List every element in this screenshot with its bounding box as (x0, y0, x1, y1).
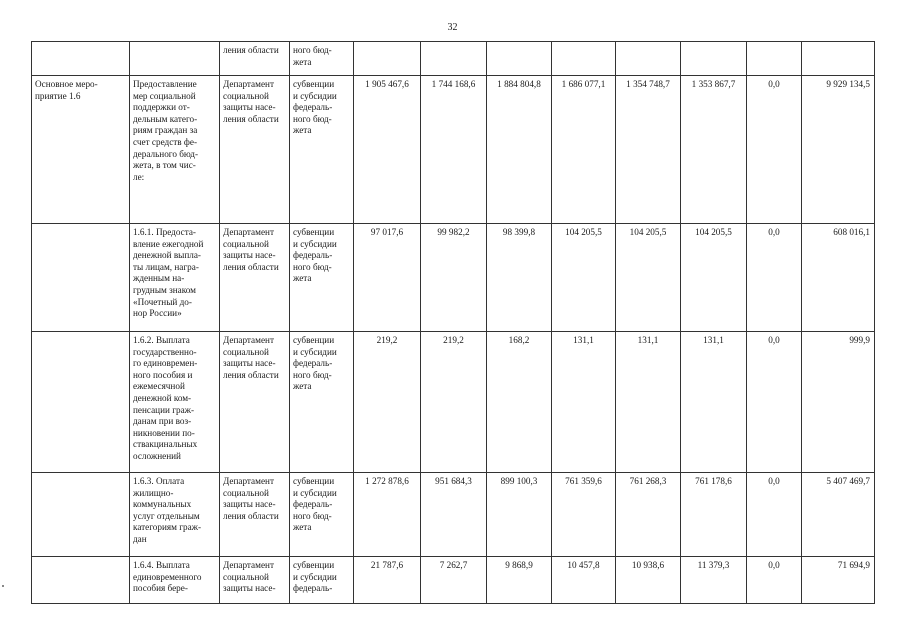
source-cell: субвенции и субсидии федераль- ного бюд- жета (290, 76, 354, 224)
table-row (32, 473, 875, 557)
value-cell: 1 905 467,6 (354, 76, 421, 224)
value-cell: 11 379,3 (681, 557, 747, 604)
value-cell: 168,2 (487, 332, 552, 473)
header-cell-empty (802, 42, 875, 76)
executor-cell: Департамент социальной защиты насе- (220, 557, 290, 604)
value-cell: 0,0 (747, 76, 802, 224)
table-row (32, 557, 875, 604)
source-cell: субвенции и субсидии федераль- ного бюд- жета (290, 473, 354, 557)
description-cell: Предоставление мер социальной поддержки от- дельным катего- риям граждан за счет средств фе- дерального бюд- жета, в том чис- ле: (130, 76, 220, 224)
source-cell: субвенции и субсидии федераль- (290, 557, 354, 604)
total-cell: 608 016,1 (802, 224, 875, 332)
header-cell-empty (747, 42, 802, 76)
header-cell-empty (32, 42, 130, 76)
table-row (32, 76, 875, 224)
header-cell-empty (616, 42, 681, 76)
total-cell: 9 929 134,5 (802, 76, 875, 224)
scan-artifact-dot (2, 585, 4, 587)
measure-cell (32, 473, 130, 557)
budget-table (31, 41, 875, 604)
description-cell: 1.6.1. Предоста- вление ежегодной денежной выпла- ты лицам, награ- жденным на- грудным знаком «Почетный до- нор России» (130, 224, 220, 332)
value-cell: 97 017,6 (354, 224, 421, 332)
value-cell: 10 457,8 (552, 557, 616, 604)
value-cell: 219,2 (354, 332, 421, 473)
header-cell-empty (130, 42, 220, 76)
measure-cell (32, 332, 130, 473)
header-cell-empty (552, 42, 616, 76)
value-cell: 0,0 (747, 332, 802, 473)
measure-cell (32, 224, 130, 332)
value-cell: 104 205,5 (681, 224, 747, 332)
value-cell: 761 268,3 (616, 473, 681, 557)
description-cell: 1.6.3. Оплата жилищно- коммунальных услуг отдельным категориям граж- дан (130, 473, 220, 557)
executor-cell: Департамент социальной защиты насе- ления области (220, 224, 290, 332)
executor-cell: Департамент социальной защиты насе- ления области (220, 76, 290, 224)
executor-cell: Департамент социальной защиты насе- ления области (220, 332, 290, 473)
header-cell-empty (681, 42, 747, 76)
value-cell: 0,0 (747, 473, 802, 557)
description-cell: 1.6.2. Выплата государственно- го единовремен- ного пособия и ежемесячной денежной ком- пенсации граж- данам при воз- никновении по- ствакцинальных осложнений (130, 332, 220, 473)
description-cell: 1.6.4. Выплата единовременного пособия бере- (130, 557, 220, 604)
value-cell: 99 982,2 (421, 224, 487, 332)
table-row (32, 224, 875, 332)
value-cell: 1 686 077,1 (552, 76, 616, 224)
header-cell-empty (487, 42, 552, 76)
value-cell: 219,2 (421, 332, 487, 473)
total-cell: 999,9 (802, 332, 875, 473)
value-cell: 0,0 (747, 224, 802, 332)
value-cell: 131,1 (681, 332, 747, 473)
measure-cell (32, 557, 130, 604)
total-cell: 71 694,9 (802, 557, 875, 604)
value-cell: 1 272 878,6 (354, 473, 421, 557)
measure-cell: Основное меро- приятие 1.6 (32, 76, 130, 224)
value-cell: 1 353 867,7 (681, 76, 747, 224)
header-cell-empty (421, 42, 487, 76)
value-cell: 1 884 804,8 (487, 76, 552, 224)
table-header-row (32, 42, 875, 76)
executor-cell: Департамент социальной защиты насе- ления области (220, 473, 290, 557)
value-cell: 1 744 168,6 (421, 76, 487, 224)
table-row (32, 332, 875, 473)
value-cell: 9 868,9 (487, 557, 552, 604)
value-cell: 131,1 (616, 332, 681, 473)
value-cell: 98 399,8 (487, 224, 552, 332)
page-number: 32 (447, 22, 458, 33)
value-cell: 761 359,6 (552, 473, 616, 557)
value-cell: 899 100,3 (487, 473, 552, 557)
value-cell: 131,1 (552, 332, 616, 473)
value-cell: 104 205,5 (552, 224, 616, 332)
value-cell: 21 787,6 (354, 557, 421, 604)
value-cell: 0,0 (747, 557, 802, 604)
value-cell: 951 684,3 (421, 473, 487, 557)
value-cell: 761 178,6 (681, 473, 747, 557)
source-cell: субвенции и субсидии федераль- ного бюд- жета (290, 224, 354, 332)
value-cell: 1 354 748,7 (616, 76, 681, 224)
header-cell-executor: ления области (220, 42, 290, 76)
header-cell-empty (354, 42, 421, 76)
value-cell: 10 938,6 (616, 557, 681, 604)
header-cell-source: ного бюд- жета (290, 42, 354, 76)
source-cell: субвенции и субсидии федераль- ного бюд- жета (290, 332, 354, 473)
value-cell: 7 262,7 (421, 557, 487, 604)
total-cell: 5 407 469,7 (802, 473, 875, 557)
value-cell: 104 205,5 (616, 224, 681, 332)
